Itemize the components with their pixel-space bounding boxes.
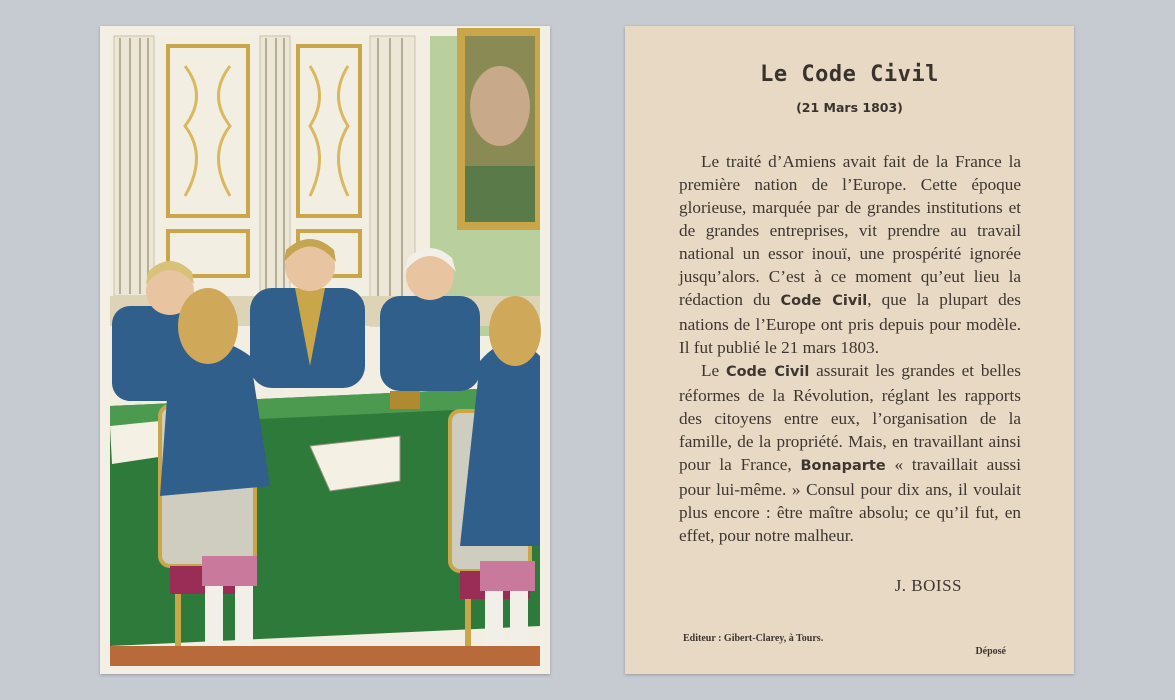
publisher-line: Editeur : Gibert-Clarey, à Tours. xyxy=(683,633,824,644)
illustration-card xyxy=(100,26,550,674)
code-civil-bold: Code Civil xyxy=(780,293,868,309)
paragraph-2 xyxy=(679,359,1021,547)
text-card xyxy=(625,26,1074,674)
card-title: Le Code Civil xyxy=(760,62,939,87)
paragraph-1-part-1: Le traité d’Amiens avait fait de la France la première nation de l’Europe. Cette époque glorieuse, marquée par de grandes institutions et de grandes entreprises, vit prendre au travail national un essor inouï, une prospérité ignorée jusqu’alors. C’est à ce moment qu’eut lieu la rédaction du xyxy=(679,152,1021,309)
paragraph-1 xyxy=(679,150,1021,359)
paragraph-1-part-2: , que la plupart des nations de l’Europe ont pris depuis pour modèle. Il fut publié le 21 mars 1803. xyxy=(679,290,1021,357)
paragraph-2-part-1: Le xyxy=(701,361,726,380)
card-date: (21 Mars 1803) xyxy=(796,100,903,115)
paragraph-2-part-2: assurait les grandes et belles réformes de la Révolution, réglant les rapports des citoyens entre eux, l’organisation de la famille, de la propriété. Mais, en travaillant ainsi pour la France, xyxy=(679,361,1021,474)
council-illustration xyxy=(100,26,550,674)
bonaparte-bold: Bonaparte xyxy=(800,458,886,474)
card-body xyxy=(679,150,1021,547)
deposit-mark: Déposé xyxy=(975,646,1006,657)
paragraph-2-part-3: « travaillait aussi pour lui-même. » Consul pour dix ans, il voulait plus encore : être maître absolu; ce qu’il fut, en effet, pour notre malheur. xyxy=(679,455,1021,545)
code-civil-bold-2: Code Civil xyxy=(725,364,810,380)
author-signature: J. BOISS xyxy=(894,576,962,595)
